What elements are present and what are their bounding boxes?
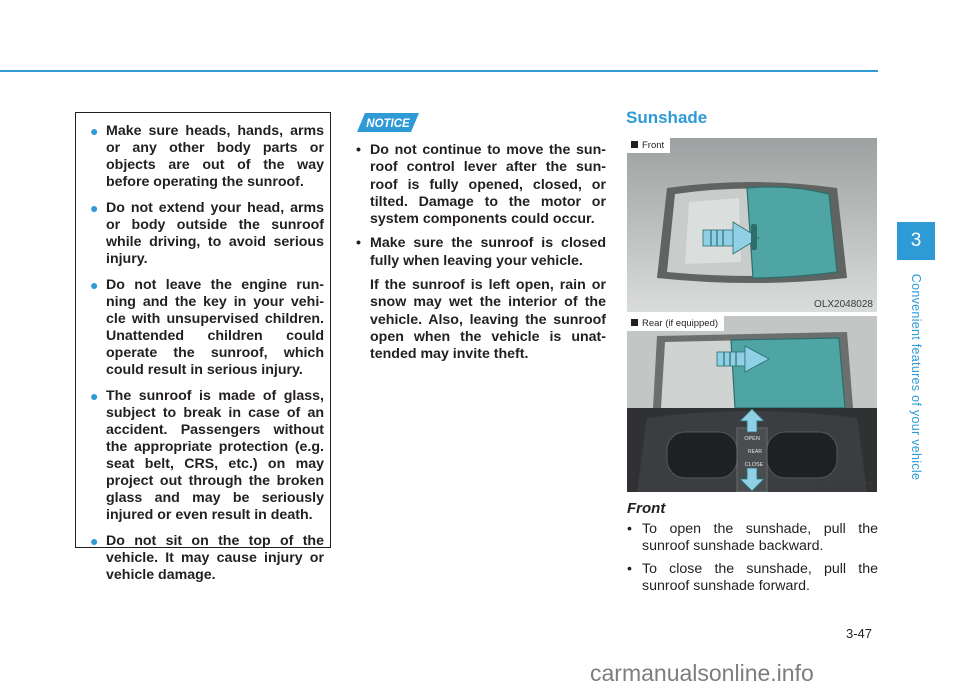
warning-item [84, 200, 324, 268]
rear-control-console-figure [627, 408, 877, 492]
notice-label: NOTICE [366, 118, 410, 130]
notice-item [354, 235, 606, 363]
bullet-icon: • [627, 561, 632, 577]
warning-item [84, 533, 324, 584]
bullet-dot-icon: ● [90, 533, 99, 549]
instruction-text: To close the sunshade, pull the sunroof sunshade forward. [642, 561, 878, 594]
instruction-item [627, 561, 878, 595]
rear-figure-label-text: Rear (if equipped) [642, 318, 719, 329]
bullet-dot-icon: ● [90, 277, 99, 293]
front-figure-label-text: Front [642, 140, 665, 151]
section-title: Sunshade [626, 108, 708, 127]
warning-box [75, 112, 331, 583]
top-rule [0, 70, 878, 72]
warning-item [84, 388, 324, 524]
notice-text: Do not continue to move the sun-roof control lever after the sun-roof is fully opened, closed, or tilted. Damage to the motor or system components could occur. [370, 142, 606, 228]
front-subtitle: Front [627, 500, 666, 517]
front-sunroof-figure [627, 138, 877, 312]
instruction-text: To open the sunshade, pull the sunroof sunshade backward. [642, 521, 878, 554]
rear-figure-code: OLX2048027 [814, 481, 873, 492]
notice-paragraph: If the sunroof is left open, rain or snow may wet the interior of the vehicle. Also, leaving the sunroof open when the vehicle is unat-tended may invite theft. [370, 277, 606, 363]
warning-list [84, 123, 324, 584]
chapter-title: Convenient features of your vehicle [909, 273, 923, 481]
notice-list [354, 142, 606, 371]
front-instructions [627, 521, 878, 601]
console-open-label: OPEN [744, 436, 760, 442]
console-illustration [627, 408, 877, 492]
warning-text: Do not leave the engine run-ning and the key in your vehi-cle with unsupervised children. Unattended children could operate the sunroof, which could result in serious injury. [106, 277, 324, 378]
bullet-icon: • [356, 142, 361, 158]
bullet-dot-icon: ● [90, 123, 99, 139]
console-close-label: CLOSE [744, 462, 764, 468]
front-figure-label [627, 138, 670, 153]
notice-item [354, 142, 606, 228]
page-number: 3-47 [846, 626, 873, 641]
bullet-icon: • [356, 235, 361, 252]
warning-item [84, 277, 324, 379]
front-sunroof-illustration [627, 138, 877, 312]
square-marker-icon [631, 141, 638, 148]
bullet-dot-icon: ● [90, 388, 99, 404]
notice-badge [357, 113, 419, 132]
square-marker-icon [631, 319, 638, 326]
bullet-icon: • [627, 521, 632, 537]
warning-text: Do not extend your head, arms or body outside the sunroof while driving, to avoid serious injury. [106, 200, 324, 267]
warning-item [84, 123, 324, 191]
front-figure-code: OLX2048028 [814, 299, 873, 310]
warning-text: The sunroof is made of glass, subject to break in case of an accident. Passengers without the appropriate protection (e.g. seat belt, CRS, etc.) on may project out through the broken glass and may be seriously injured or even result in death. [106, 388, 324, 523]
rear-figure-label [627, 316, 724, 331]
watermark-text: carmanualsonline.info [590, 660, 814, 686]
chapter-number-tab: 3 [897, 222, 935, 260]
notice-text: Make sure the sunroof is closed fully when leaving your vehicle. [370, 235, 606, 269]
warning-text: Do not sit on the top of the vehicle. It may cause injury or vehicle damage. [106, 533, 324, 583]
bullet-dot-icon: ● [90, 200, 99, 216]
rear-sunroof-figure [627, 316, 877, 408]
instruction-item [627, 521, 878, 555]
warning-text: Make sure heads, hands, arms or any other body parts or objects are out of the way before operating the sunroof. [106, 123, 324, 190]
console-rear-label: REAR [748, 449, 762, 455]
